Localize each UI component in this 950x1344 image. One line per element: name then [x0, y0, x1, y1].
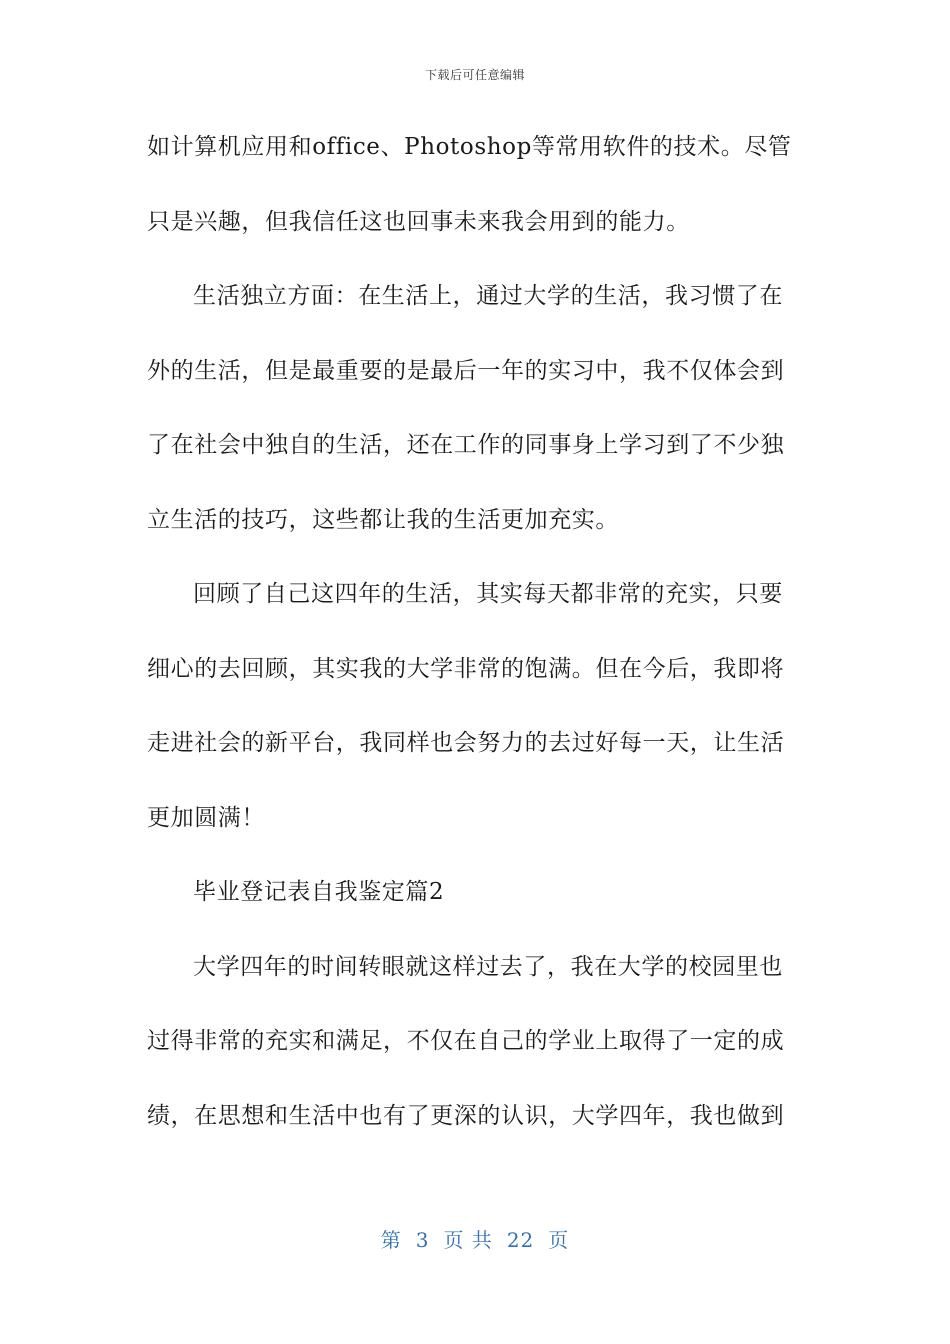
- body-line: 过得非常的充实和满足，不仅在自己的学业上取得了一定的成: [147, 1028, 785, 1054]
- section-heading: 毕业登记表自我鉴定篇2: [193, 879, 445, 905]
- total-page-count: 22: [506, 1228, 535, 1252]
- document-body: [147, 120, 797, 1163]
- page-label-middle: 页 共: [443, 1228, 493, 1252]
- body-line: 走进社会的新平台，我同样也会努力的去过好每一天，让生活: [147, 730, 785, 756]
- page-label-suffix: 页: [548, 1228, 570, 1252]
- body-line: 绩，在思想和生活中也有了更深的认识，大学四年，我也做到: [147, 1102, 785, 1129]
- paragraph-start-line: 大学四年的时间转眼就这样过去了，我在大学的校园里也: [193, 953, 783, 980]
- paragraph-start-line: 生活独立方面：在生活上，通过大学的生活，我习惯了在: [193, 283, 783, 309]
- body-line: 了在社会中独自的生活，还在工作的同事身上学习到了不少独: [147, 432, 785, 458]
- page-header: 下载后可任意编辑: [424, 68, 525, 82]
- body-line: 如计算机应用和office、Photoshop等常用软件的技术。尽管: [147, 134, 792, 160]
- body-line: 细心的去回顾，其实我的大学非常的饱满。但在今后，我即将: [147, 655, 785, 682]
- body-line: 更加圆满！: [147, 804, 265, 831]
- body-line: 只是兴趣，但我信任这也回事未来我会用到的能力。: [147, 208, 690, 235]
- body-line: 外的生活，但是最重要的是最后一年的实习中，我不仅体会到: [147, 357, 785, 384]
- paragraph-start-line: 回顾了自己这四年的生活，其实每天都非常的充实，只要: [193, 581, 783, 607]
- page-footer: [0, 1224, 950, 1253]
- page-label-prefix: 第: [380, 1228, 402, 1252]
- body-line: 立生活的技巧，这些都让我的生活更加充实。: [147, 506, 619, 533]
- current-page-number: 3: [415, 1228, 430, 1252]
